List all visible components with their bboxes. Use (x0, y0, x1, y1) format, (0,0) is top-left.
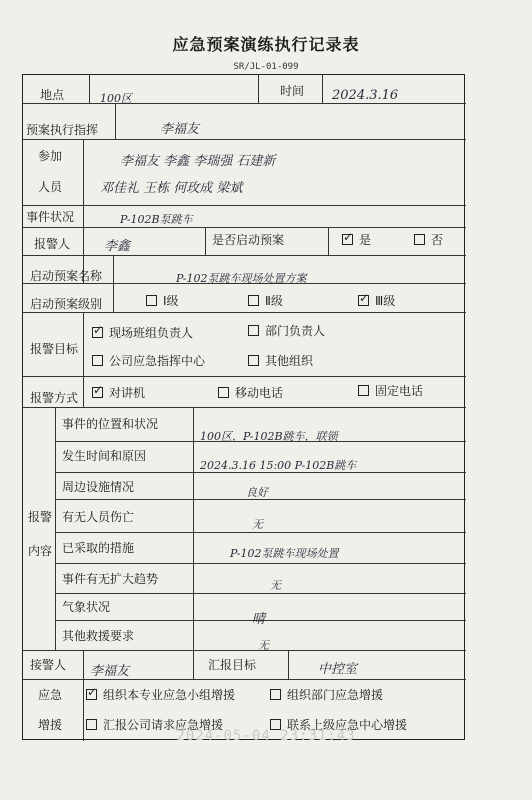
location-label: 地点 (40, 88, 65, 102)
form-title: 应急预案演练执行记录表 (172, 35, 360, 54)
r-org-team-option[interactable]: ✓组织本专业应急小组增援 (86, 686, 235, 703)
reinforce-label-1: 应急 (38, 688, 63, 702)
c-weather-value: 晴 (252, 612, 266, 627)
commander-value: 李福友 (160, 122, 200, 137)
event-status-label: 事件状况 (26, 210, 75, 224)
c-injuries-value: 无 (252, 518, 263, 531)
plan-level-label: 启动预案级别 (30, 297, 103, 311)
plan-started-label: 是否启动预案 (212, 233, 285, 247)
c-weather-label: 气象状况 (62, 600, 111, 614)
level-3-checkbox[interactable] (358, 295, 369, 306)
level-2-option[interactable]: Ⅱ级 (248, 292, 283, 309)
plan-no-option[interactable]: 否 (414, 231, 443, 248)
method-fixed-checkbox[interactable] (358, 385, 369, 396)
target-dept-leader-option[interactable]: 部门负责人 (248, 322, 325, 339)
content-label-2: 内容 (28, 544, 53, 558)
level-1-checkbox[interactable] (146, 295, 157, 306)
plan-name-value: P-102泵跳车现场处置方案 (176, 272, 307, 285)
method-mobile-option[interactable]: 移动电话 (218, 384, 283, 401)
reinforce-label-2: 增援 (38, 718, 63, 732)
commander-label: 预案执行指挥 (26, 123, 99, 137)
level-3-option[interactable]: ✓ Ⅲ级 (358, 292, 395, 309)
target-team-leader-option[interactable]: ✓现场班组负责人 (92, 324, 193, 341)
r-contact-center-option[interactable]: 联系上级应急中心增援 (270, 716, 407, 733)
method-label: 报警方式 (30, 391, 79, 405)
participants-value-row1: 李福友 李鑫 李瑞强 石建新 (120, 154, 276, 169)
c-expand-value: 无 (270, 579, 281, 592)
c-measures-value: P-102泵跳车现场处置 (230, 547, 339, 560)
target-label: 报警目标 (30, 342, 79, 356)
method-radio-checkbox[interactable] (92, 387, 103, 398)
report-target-label: 汇报目标 (208, 658, 257, 672)
level-1-option[interactable]: Ⅰ级 (146, 292, 179, 309)
time-label: 时间 (280, 84, 305, 98)
receiver-label: 接警人 (30, 658, 67, 672)
c-injuries-label: 有无人员伤亡 (62, 510, 135, 524)
target-dept-leader-checkbox[interactable] (248, 325, 259, 336)
time-value: 2024.3.16 (332, 88, 399, 103)
plan-yes-checkbox[interactable] (342, 234, 353, 245)
c-position-value: 100区，P-102B跳车，联锁 (200, 430, 338, 443)
c-other-help-value: 无 (258, 639, 269, 652)
timestamp-overlay: 2024-05-04 23:31:43 (176, 728, 356, 744)
c-facilities-label: 周边设施情况 (62, 480, 135, 494)
participants-label-2: 人员 (38, 180, 63, 194)
c-expand-label: 事件有无扩大趋势 (62, 572, 159, 586)
plan-name-label: 启动预案名称 (30, 269, 103, 283)
target-team-leader-checkbox[interactable] (92, 327, 103, 338)
target-other-option[interactable]: 其他组织 (248, 352, 313, 369)
target-other-checkbox[interactable] (248, 355, 259, 366)
c-measures-label: 已采取的措施 (62, 541, 135, 555)
r-org-dept-checkbox[interactable] (270, 689, 281, 700)
method-mobile-checkbox[interactable] (218, 387, 229, 398)
c-position-label: 事件的位置和状况 (62, 417, 159, 431)
location-value: 100区 (100, 92, 132, 105)
method-fixed-option[interactable]: 固定电话 (358, 382, 423, 399)
target-company-center-option[interactable]: 公司应急指挥中心 (92, 352, 205, 369)
c-time-cause-label: 发生时间和原因 (62, 449, 147, 463)
content-label-1: 报警 (28, 510, 53, 524)
plan-no-checkbox[interactable] (414, 234, 425, 245)
c-other-help-label: 其他救援要求 (62, 629, 135, 643)
participants-value-row2: 邓佳礼 王栋 何玫成 梁斌 (100, 181, 243, 196)
c-facilities-value: 良好 (246, 486, 268, 499)
r-org-team-checkbox[interactable] (86, 689, 97, 700)
target-company-center-checkbox[interactable] (92, 355, 103, 366)
reporter-value: 李鑫 (104, 239, 131, 254)
method-radio-option[interactable]: ✓ 对讲机 (92, 384, 145, 401)
r-org-dept-option[interactable]: 组织部门应急增援 (270, 686, 383, 703)
report-target-value: 中控室 (318, 662, 358, 677)
receiver-value: 李福友 (90, 664, 130, 679)
reporter-label: 报警人 (34, 237, 71, 251)
event-status-value: P-102B泵跳车 (120, 213, 193, 226)
level-2-checkbox[interactable] (248, 295, 259, 306)
form-code: SR/JL-01-099 (233, 62, 299, 72)
plan-yes-option[interactable]: ✓ 是 (342, 231, 371, 248)
participants-label-1: 参加 (38, 149, 63, 163)
c-time-cause-value: 2024.3.16 15:00 P-102B跳车 (200, 459, 357, 472)
r-report-company-option[interactable]: 汇报公司请求应急增援 (86, 716, 223, 733)
